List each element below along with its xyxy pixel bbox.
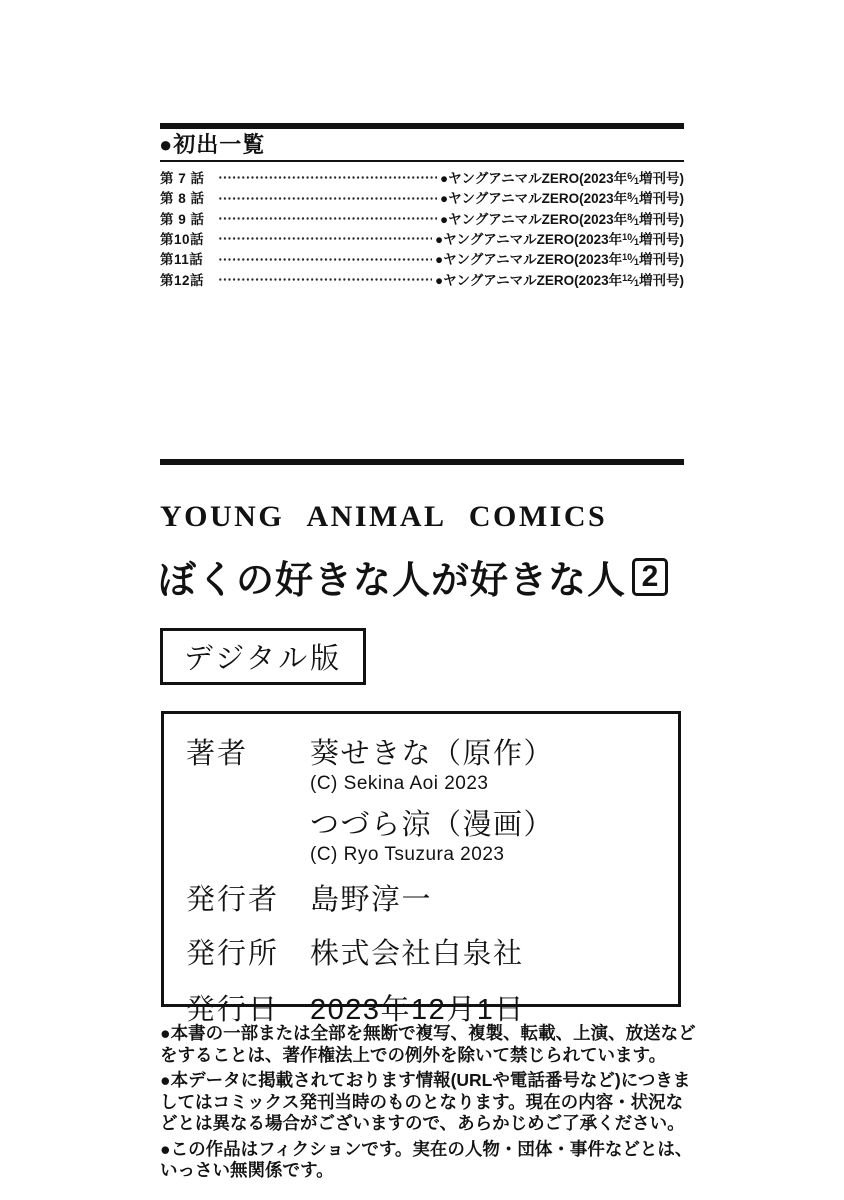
first-print-heading: ●初出一覧 [159, 132, 266, 157]
source-suffix: 増刊号) [639, 272, 684, 288]
source-prefix: ●ヤングアニマルZERO(2023年 [435, 272, 623, 288]
dot-leader [218, 228, 432, 248]
source-prefix: ●ヤングアニマルZERO(2023年 [440, 211, 628, 227]
source-suffix: 増刊号) [639, 191, 684, 207]
issue-day: 1 [633, 176, 639, 187]
dot-leader [218, 268, 432, 288]
chapter-row [160, 187, 684, 207]
issue-day: 1 [633, 257, 639, 268]
book-title [158, 549, 668, 604]
issue-day: 1 [633, 237, 639, 248]
chapter-row [160, 208, 684, 228]
source-label [440, 187, 684, 207]
dot-leader [218, 187, 437, 207]
issue-date-value: 2023年12月1日 [310, 994, 525, 1026]
source-prefix: ●ヤングアニマルZERO(2023年 [440, 171, 628, 187]
original-author-copyright: (C) Sekina Aoi 2023 [310, 773, 489, 794]
issue-month: 10 [622, 232, 633, 243]
issue-month: 12 [622, 272, 633, 283]
chapter-row [160, 167, 684, 187]
chapter-label: 第10話 [160, 232, 205, 248]
dot-leader [218, 208, 437, 228]
original-author: 葵せきな（原作） [310, 738, 555, 770]
publishing-house-label: 発行所 [186, 938, 280, 970]
publisher-label: 発行者 [186, 884, 280, 916]
first-print-list [160, 167, 684, 289]
source-label [440, 208, 684, 228]
imprint-line: YOUNG ANIMAL COMICS [160, 500, 608, 533]
legal-note-copyright: ●本書の一部または全部を無断で複写、複製、転載、上演、放送などをすることは、著作権法上での例外を除いて禁じられています。 [160, 1023, 696, 1065]
chapter-label: 第 9 話 [160, 211, 205, 227]
section-divider-rule [160, 459, 684, 465]
issue-date-label: 発行日 [186, 994, 280, 1026]
issue-month: 10 [622, 252, 633, 263]
book-title-text: ぼくの好きな人が好きな人 [158, 560, 627, 602]
issue-day: 1 [633, 277, 639, 288]
issue-month: 8 [627, 211, 633, 222]
dot-leader [218, 248, 432, 268]
publisher-name: 島野淳一 [310, 884, 433, 916]
chapter-row [160, 268, 684, 288]
source-label [435, 248, 684, 268]
issue-month: 8 [627, 191, 633, 202]
source-prefix: ●ヤングアニマルZERO(2023年 [435, 252, 623, 268]
heading-underline [160, 160, 684, 162]
issue-date-row [186, 987, 668, 1028]
source-label [435, 228, 684, 248]
chapter-label: 第12話 [160, 272, 205, 288]
chapter-label: 第11話 [160, 252, 204, 268]
chapter-label: 第 7 話 [160, 171, 205, 187]
source-suffix: 増刊号) [639, 171, 684, 187]
issue-month: 6 [627, 171, 633, 182]
chapter-label: 第 8 話 [160, 191, 205, 207]
legal-note-fiction-disclaimer: ●この作品はフィクションです。実在の人物・団体・事件などとは、いっさい無関係です。 [160, 1138, 693, 1181]
legal-note-data-disclaimer: ●本データに掲載されております情報(URLや電話番号など)につきましてはコミックス発刊当時のものとなります。現在の内容・状況などとは異なる場合がございますので、あらかじめご了承ください。 [160, 1070, 691, 1134]
source-prefix: ●ヤングアニマルZERO(2023年 [435, 232, 623, 248]
publishing-house-name: 株式会社白泉社 [310, 938, 524, 970]
legal-notes [160, 1023, 698, 1186]
source-prefix: ●ヤングアニマルZERO(2023年 [440, 191, 628, 207]
volume-badge: 2 [632, 558, 668, 596]
issue-day: 1 [633, 196, 639, 207]
issue-day: 1 [633, 216, 639, 227]
chapter-row [160, 248, 684, 268]
author-row [186, 731, 668, 772]
chapter-row [160, 228, 684, 248]
source-suffix: 増刊号) [639, 252, 684, 268]
source-suffix: 増刊号) [639, 232, 684, 248]
source-label [435, 269, 684, 289]
artist-copyright: (C) Ryo Tsuzura 2023 [310, 844, 505, 865]
author-label: 著者 [186, 738, 249, 770]
publisher-row [186, 877, 668, 918]
publishing-house-row [186, 931, 668, 972]
artist-row [310, 802, 668, 843]
edition-label: デジタル版 [183, 643, 343, 675]
edition-box [160, 628, 366, 685]
source-suffix: 増刊号) [639, 211, 684, 227]
source-label [440, 167, 684, 187]
publication-box [161, 711, 681, 1026]
artist: つづら涼（漫画） [310, 809, 555, 841]
dot-leader [218, 167, 437, 187]
